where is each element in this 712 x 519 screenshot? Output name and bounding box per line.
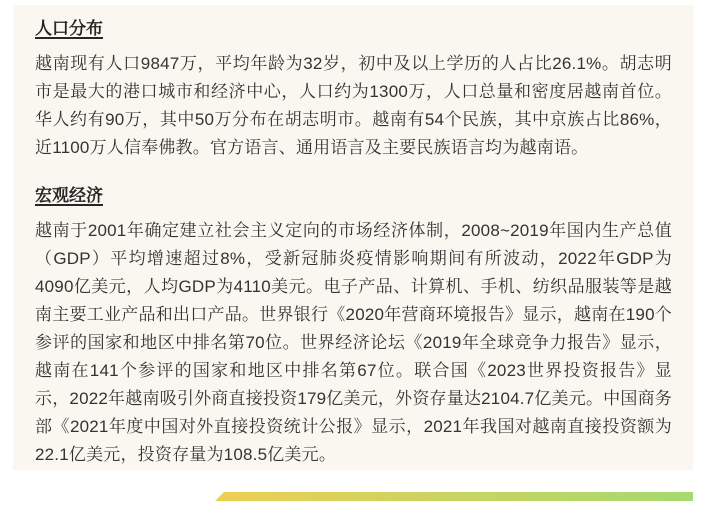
section-body-population: 越南现有人口9847万，平均年龄为32岁，初中及以上学历的人占比26.1%。胡志明市是最大的港口城市和经济中心，人口约为1300万，人口总量和密度居越南首位。华人约有90万，其中50万分布在胡志明市。越南有54个民族，其中京族占比86%，近1100万人信奉佛教。官方语言、通用语言及主要民族语言均为越南语。: [35, 54, 672, 157]
section-population: [35, 17, 672, 162]
section-title-macro-economy: 宏观经济: [35, 186, 103, 205]
section-body-macro-economy: 越南于2001年确定建立社会主义定向的市场经济体制，2008~2019年国内生产总值（GDP）平均增速超过8%，受新冠肺炎疫情影响期间有所波动，2022年GDP为4090亿美元，人均GDP为4110美元。电子产品、计算机、手机、纺织品服装等是越南主要工业产品和出口产品。世界银行《2020年营商环境报告》显示，越南在190个参评的国家和地区中排名第70位。世界经济论坛《2019年全球竞争力报告》显示，越南在141个参评的国家和地区中排名第67位。联合国《2023世界投资报告》显示，2022年越南吸引外商直接投资179亿美元，外资存量达2104.7亿美元。中国商务部《2021年度中国对外直接投资统计公报》显示，2021年我国对越南直接投资额为22.1亿美元，投资存量为108.5亿美元。: [35, 221, 672, 464]
section-title-population: 人口分布: [35, 19, 103, 38]
section-macro-economy: [35, 184, 672, 469]
divider-bar: [215, 492, 693, 501]
article-card: [13, 5, 693, 470]
